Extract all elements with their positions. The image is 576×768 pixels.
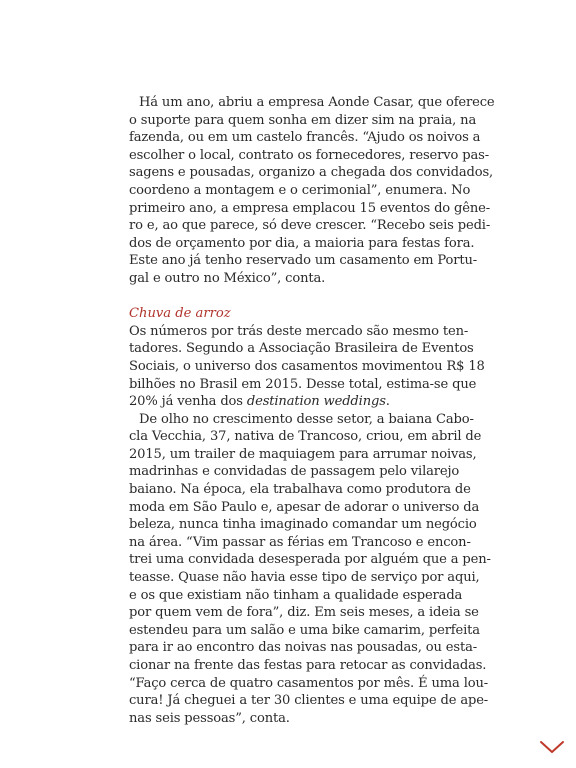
text-fragment: . [385,394,390,410]
text-line: sagens e pousadas, organizo a chegada dos convidados, [129,165,494,181]
text-line: coordeno a montagem e o cerimonial”, enumera. No [129,182,471,198]
text-line: dos de orçamento por dia, a maioria para festas fora. [129,235,475,251]
text-line: Os números por trás deste mercado são mesmo ten- [129,323,469,339]
text-line: teasse. Quase não havia esse tipo de serviço por aqui, [129,570,480,586]
text-line: De olho no crescimento desse setor, a baiana Cabo- [139,411,474,427]
text-line: escolher o local, contrato os fornecedores, reservo pas- [129,147,489,163]
text-line: madrinhas e convidadas de passagem pelo vilarejo [129,464,460,480]
text-line: Há um ano, abriu a empresa Aonde Casar, que oferece [139,95,495,110]
text-line: cla Vecchia, 37, nativa de Trancoso, criou, em abril de [129,429,482,445]
text-line: cura! Já cheguei a ter 30 clientes e uma equipe de ape- [129,693,489,709]
text-line: ro e, ao que parece, só deve crescer. “Recebo seis pedi- [129,218,491,234]
text-line: nas seis pessoas”, conta. [129,710,290,726]
text-line: beleza, nunca tinha imaginado comandar um negócio [129,517,477,533]
text-line: “Faço cerca de quatro casamentos por mês. É uma lou- [129,675,489,691]
text-line: baiano. Na época, ela trabalhava como produtora de [129,482,471,498]
text-line: gal e outro no México”, conta. [129,270,326,286]
next-page-button[interactable] [539,738,565,756]
text-line: na área. “Vim passar as férias em Trancoso e encon- [129,534,471,550]
text-fragment: 20% já venha dos [129,394,247,410]
paragraph-spacer [129,288,459,306]
chevron-down-icon [539,738,565,756]
text-line: Sociais, o universo dos casamentos movimentou R$ 18 [129,358,485,374]
section-subheading: Chuva de arroz [129,306,231,322]
text-line: para ir ao encontro das noivas nas pousadas, ou esta- [129,640,477,656]
text-line: trei uma convidada desesperada por alguém que a pen- [129,552,491,568]
text-line: tadores. Segundo a Associação Brasileira de Eventos [129,341,474,357]
text-line: Este ano já tenho reservado um casamento em Portu- [129,253,478,269]
text-line [129,393,459,411]
text-line: primeiro ano, a empresa emplacou 15 eventos do gêne- [129,200,491,216]
text-line: bilhões no Brasil em 2015. Desse total, estima-se que [129,376,477,392]
paragraph-2 [129,323,485,411]
paragraph-1 [129,94,495,288]
text-line: estendeu para um salão e uma bike camarim, perfeita [129,622,480,638]
text-line: cionar na frente das festas para retocar as convidadas. [129,658,487,673]
text-line: moda em São Paulo e, apesar de adorar o universo da [129,499,480,515]
italic-term: destination weddings [246,394,386,410]
text-line: o suporte para quem sonha em dizer sim na praia, na [129,112,477,128]
text-line: e os que existiam não tinham a qualidade esperada [129,587,463,603]
text-line: fazenda, ou em um castelo francês. “Ajudo os noivos a [129,130,481,146]
text-line: por quem vem de fora”, diz. Em seis meses, a ideia se [129,605,479,621]
paragraph-3 [129,411,491,728]
article-body [129,94,495,727]
text-line: 2015, um trailer de maquiagem para arrumar noivas, [129,446,477,462]
